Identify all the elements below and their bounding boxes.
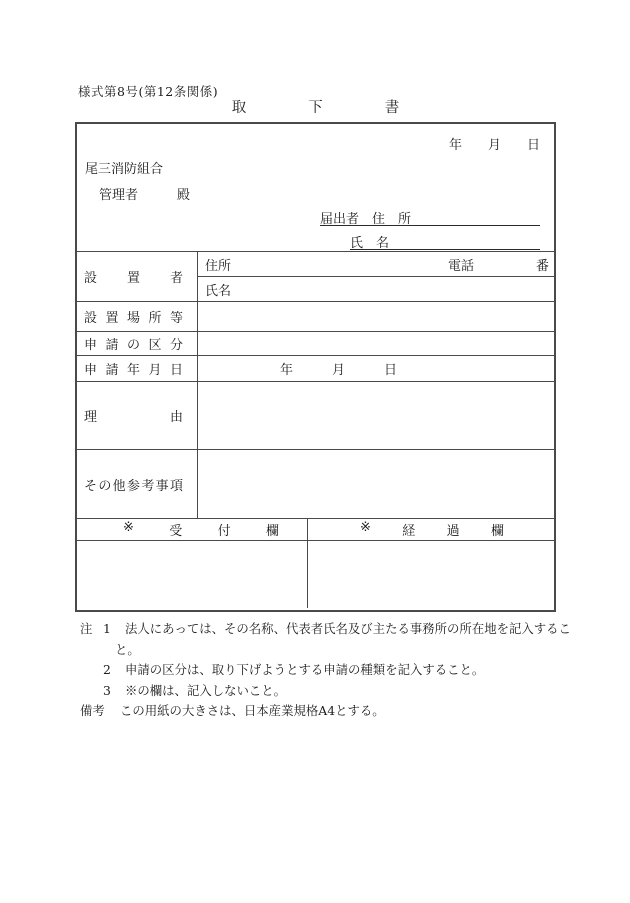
progress-stamp-box	[308, 541, 554, 608]
application-category-value	[198, 332, 554, 355]
row-label-application-date: 申 請 年 月 日	[77, 356, 198, 381]
phone-label: 電話	[447, 258, 474, 274]
table-row-other-remarks	[77, 449, 554, 518]
table-row-location	[77, 301, 554, 331]
table-row-stamp-headers	[77, 518, 554, 540]
table-row-application-date	[77, 355, 554, 381]
table-row-application-category	[77, 331, 554, 355]
remarks-text: この用紙の大きさは、日本産業規格A4とする。	[120, 703, 385, 718]
row-label-location: 設 置 場 所 等	[77, 302, 198, 331]
table-row-stamp-boxes	[77, 540, 554, 608]
row-label-reason: 理 由	[77, 382, 198, 449]
note-text: 法人にあっては、その名称、代表者氏名及び主たる事務所の所在地を記入するこ と。	[115, 621, 571, 657]
location-value	[198, 302, 554, 331]
row-label-application-category: 申 請 の 区 分	[77, 332, 198, 355]
row-label-installer: 設 置 者	[77, 252, 198, 301]
installer-content	[198, 252, 554, 301]
note-number: 3	[103, 682, 111, 698]
table-row-installer	[77, 251, 554, 301]
phone-number-suffix: 番	[535, 258, 549, 274]
organization-name: 尾三消防組合	[85, 162, 164, 177]
installer-name-subrow	[198, 277, 554, 301]
note-item-3	[75, 681, 585, 702]
remarks-item	[75, 701, 585, 722]
title-char: 書	[384, 100, 400, 116]
reception-column-header: ※ 受 付 欄	[77, 519, 308, 540]
row-label-other-remarks: そ の 他 参 考 事 項	[77, 450, 198, 518]
notes-section	[75, 619, 585, 722]
applicant-address-line	[320, 208, 554, 230]
note-item-2	[75, 660, 585, 681]
remarks-heading: 備考	[80, 703, 105, 718]
form-table	[75, 122, 556, 612]
applicant-name-field: 氏 名	[350, 232, 540, 250]
table-row-reason	[77, 381, 554, 449]
installer-address-subrow	[198, 252, 554, 277]
applicant-address-field: 届出者 住 所	[320, 208, 540, 226]
address-label: 住所	[205, 258, 232, 274]
application-date-value: 年 月 日	[280, 363, 398, 378]
title-char: 下	[308, 100, 323, 116]
note-text: 申請の区分は、取り下げようとする申請の種類を記入すること。	[125, 662, 485, 677]
progress-column-header: ※ 経 過 欄	[360, 520, 504, 539]
form-number: 様式第8号(第12条関係)	[78, 84, 219, 99]
reason-value	[198, 382, 554, 449]
note-number: 1	[103, 621, 111, 636]
addressee: 管理者 殿	[99, 188, 191, 203]
note-item-1	[75, 619, 585, 660]
title-char: 取	[231, 100, 247, 116]
table-header-cell	[77, 124, 554, 251]
name-label: 氏名	[205, 283, 232, 299]
document-title	[75, 96, 556, 117]
note-text: ※の欄は、記入しないこと。	[125, 682, 287, 698]
date-field: 年 月 日	[448, 138, 540, 153]
note-number: 2	[103, 662, 111, 677]
other-remarks-value	[198, 450, 554, 518]
note-heading: 注	[80, 621, 93, 636]
reception-stamp-box	[77, 541, 308, 608]
